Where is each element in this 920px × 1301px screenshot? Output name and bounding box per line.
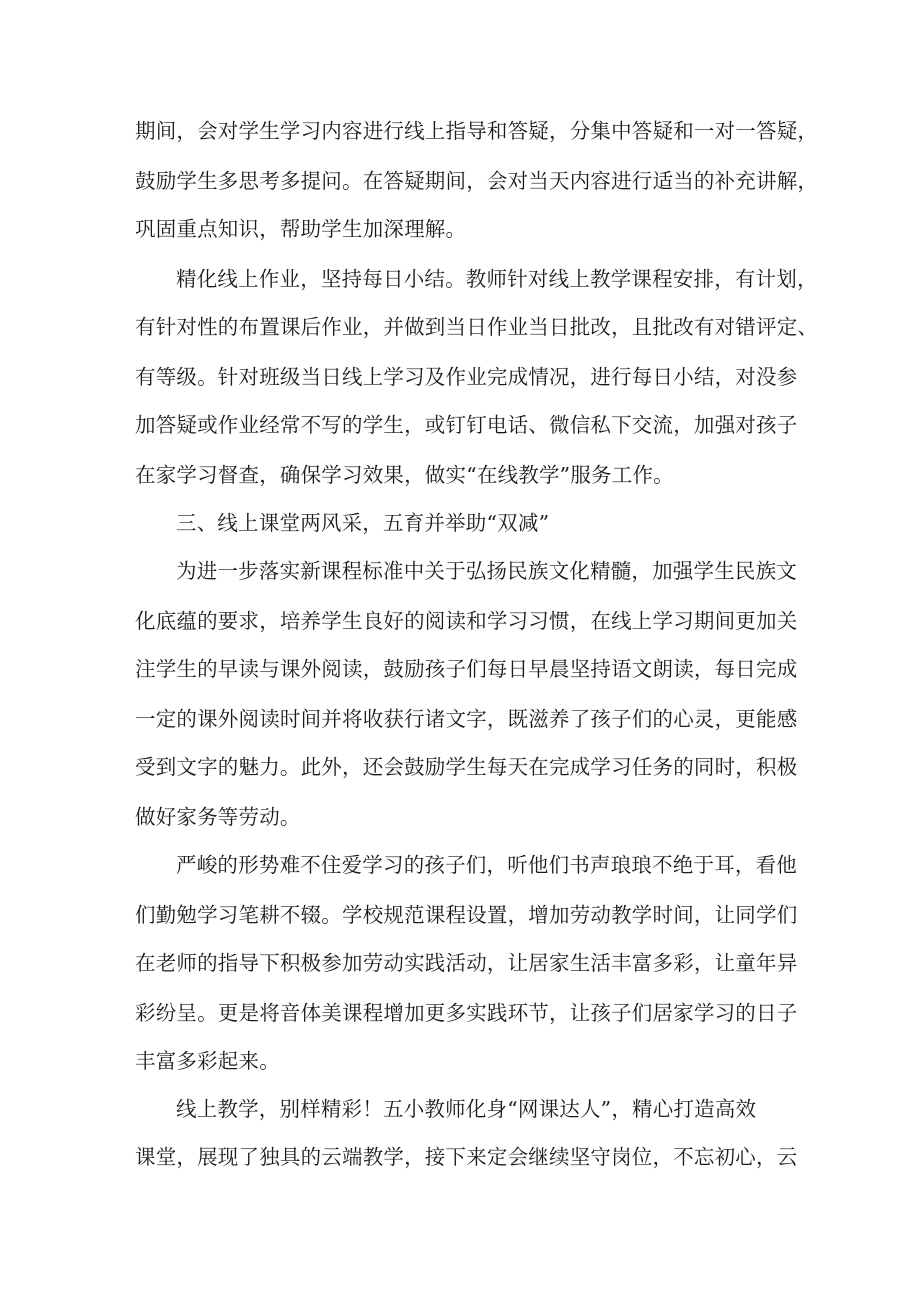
text-line: 严峻的形势难不住爱学习的孩子们，听他们书声琅琅不绝于耳，看他 bbox=[176, 853, 797, 877]
text-line: 丰富多彩起来。 bbox=[135, 1049, 280, 1073]
text-line: 精化线上作业，坚持每日小结。教师针对线上教学课程安排，有计划， bbox=[176, 267, 818, 291]
text-line: 线上教学，别样精彩！五小教师化身“网课达人”，精心打造高效 bbox=[176, 1097, 757, 1121]
text-line: 彩纷呈。更是将音体美课程增加更多实践环节，让孩子们居家学习的日子 bbox=[135, 1001, 798, 1025]
text-line: 在家学习督查，确保学习效果，做实“在线教学”服务工作。 bbox=[135, 463, 674, 487]
section-heading: 三、线上课堂两风采，五育并举助“双减” bbox=[176, 511, 550, 535]
text-line: 在老师的指导下积极参加劳动实践活动，让居家生活丰富多彩，让童年异 bbox=[135, 951, 798, 975]
text-line: 有针对性的布置课后作业，并做到当日作业当日批改，且批改有对错评定、 bbox=[135, 315, 819, 339]
text-line: 们勤勉学习笔耕不辍。学校规范课程设置，增加劳动教学时间，让同学们 bbox=[135, 903, 798, 927]
text-line: 期间，会对学生学习内容进行线上指导和答疑，分集中答疑和一对一答疑， bbox=[135, 119, 819, 143]
text-line: 巩固重点知识，帮助学生加深理解。 bbox=[135, 217, 467, 241]
text-line: 有等级。针对班级当日线上学习及作业完成情况，进行每日小结，对没参 bbox=[135, 365, 798, 389]
text-line: 一定的课外阅读时间并将收获行诸文字，既滋养了孩子们的心灵，更能感 bbox=[135, 707, 798, 731]
text-line: 化底蕴的要求，培养学生良好的阅读和学习习惯，在线上学习期间更加关 bbox=[135, 609, 798, 633]
text-line: 课堂，展现了独具的云端教学，接下来定会继续坚守岗位，不忘初心，云 bbox=[135, 1145, 798, 1169]
text-line: 注学生的早读与课外阅读，鼓励孩子们每日早晨坚持语文朗读，每日完成 bbox=[135, 657, 798, 681]
text-line: 受到文字的魅力。此外，还会鼓励学生每天在完成学习任务的同时，积极 bbox=[135, 755, 798, 779]
text-line: 做好家务等劳动。 bbox=[135, 805, 301, 829]
text-line: 加答疑或作业经常不写的学生，或钉钉电话、微信私下交流，加强对孩子 bbox=[135, 413, 798, 437]
text-line: 鼓励学生多思考多提问。在答疑期间，会对当天内容进行适当的补充讲解， bbox=[135, 169, 819, 193]
text-line: 为进一步落实新课程标准中关于弘扬民族文化精髓，加强学生民族文 bbox=[176, 559, 797, 583]
